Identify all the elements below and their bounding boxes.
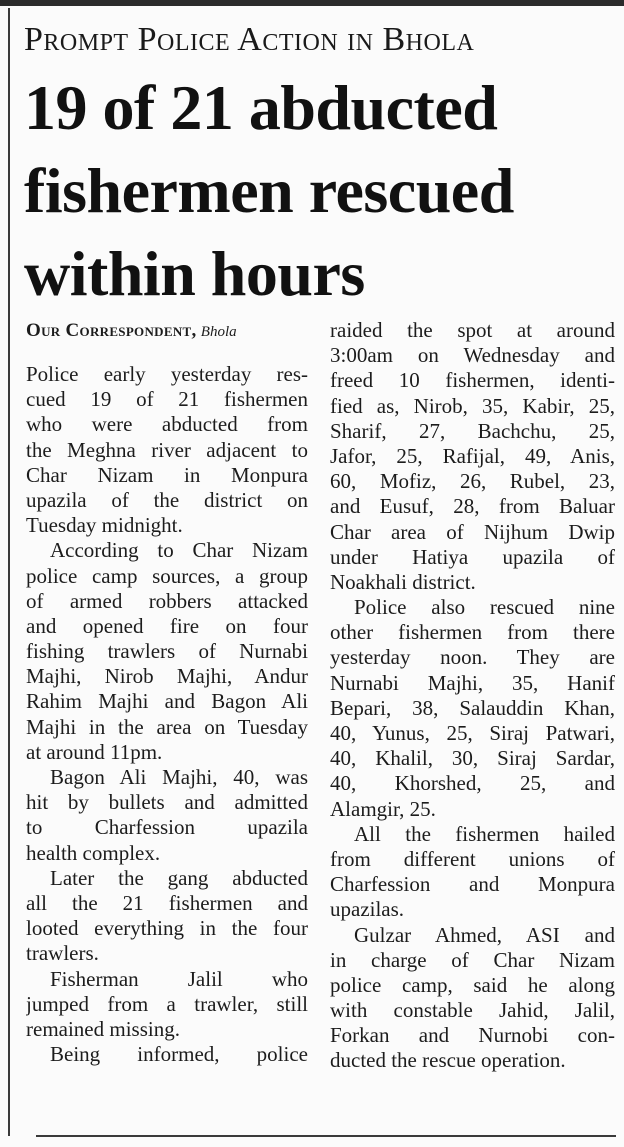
article-line: Being informed, police <box>50 1042 308 1067</box>
article-line: Police also rescued nine <box>354 595 615 620</box>
article-line: ducted the rescue operation. <box>330 1048 566 1073</box>
article-line: and Eusuf, 28, from Baluar <box>330 494 615 519</box>
article-line: Police early yesterday res- <box>26 362 308 386</box>
article-line: jumped from a trawler, still <box>26 991 308 1016</box>
article-line: of armed robbers attacked <box>26 588 308 613</box>
byline <box>26 318 308 348</box>
article-line: raided the spot at around <box>330 318 615 342</box>
article-line: cued 19 of 21 fishermen <box>26 387 308 412</box>
article-line: 40, Khalil, 30, Siraj Sardar, <box>330 746 615 771</box>
article-line: upazilas. <box>330 897 405 922</box>
article-line: freed 10 fishermen, identi- <box>330 368 615 393</box>
left-column-rule <box>8 8 10 1136</box>
article-line: Forkan and Nurnobi con- <box>330 1023 615 1048</box>
article-line: Charfession and Monpura <box>330 872 615 897</box>
byline-location: Bhola <box>200 324 237 340</box>
article-line: Alamgir, 25. <box>330 796 436 821</box>
headline <box>24 66 616 315</box>
article-line: fishing trawlers of Nurnabi <box>26 639 308 664</box>
article-line: 40, Khorshed, 25, and <box>330 771 615 796</box>
article-line: to Charfession upazila <box>26 815 308 840</box>
article-line: Bepari, 38, Salauddin Khan, <box>330 695 615 720</box>
article-line: at around 11pm. <box>26 739 163 764</box>
article-line: police camp, said he along <box>330 972 615 997</box>
article-line: health complex. <box>26 840 161 865</box>
article-line: Nurnabi Majhi, 35, Hanif <box>330 670 615 695</box>
headline-line: fishermen rescued <box>24 155 514 226</box>
article-line: Noakhali district. <box>330 569 476 594</box>
article-line: Char Nizam in Monpura <box>26 462 308 487</box>
headline-line: 19 of 21 abducted <box>24 72 498 143</box>
article-line: Jafor, 25, Rafijal, 49, Anis, <box>330 443 615 468</box>
article-line: upazila of the district on <box>26 487 308 512</box>
article-line: According to Char Nizam <box>50 538 308 563</box>
byline-correspondent: Our Correspondent, <box>26 320 197 341</box>
article-line: 60, Mofiz, 26, Rubel, 23, <box>330 469 615 494</box>
article-line: from different unions of <box>330 846 615 871</box>
article-line: Fisherman Jalil who <box>50 966 308 991</box>
article-line: Majhi, Nirob Majhi, Andur <box>26 664 308 689</box>
article-line: Majhi in the area on Tuesday <box>26 714 308 739</box>
article-line: hit by bullets and admitted <box>26 790 308 815</box>
article-line: trawlers. <box>26 941 99 966</box>
article-line: other fishermen from there <box>330 620 615 645</box>
article-line: Rahim Majhi and Bagon Ali <box>26 689 308 714</box>
article-line: looted everything in the four <box>26 916 308 941</box>
article-line: who were abducted from <box>26 412 308 437</box>
top-rule <box>0 0 624 6</box>
article-line: Later the gang abducted <box>50 865 308 890</box>
article-line: the Meghna river adjacent to <box>26 437 308 462</box>
article-line: with constable Jahid, Jalil, <box>330 998 615 1023</box>
article-line: fied as, Nirob, 35, Kabir, 25, <box>330 393 615 418</box>
article-line: under Hatiya upazila of <box>330 544 615 569</box>
article-line: in charge of Char Nizam <box>330 947 615 972</box>
headline-line: within hours <box>24 238 365 309</box>
article-line: Bagon Ali Majhi, 40, was <box>50 765 308 789</box>
article-line: 3:00am on Wednesday and <box>330 343 615 368</box>
bottom-rule <box>36 1135 616 1137</box>
article-line: yesterday noon. They are <box>330 645 615 670</box>
article-line: all the 21 fishermen and <box>26 890 308 915</box>
kicker: Prompt Police Action in Bhola <box>24 21 475 58</box>
article-line: Char area of Nijhum Dwip <box>330 519 615 544</box>
article-column-right <box>330 318 615 1074</box>
article-line: and opened fire on four <box>26 613 308 638</box>
article-line: Gulzar Ahmed, ASI and <box>354 922 615 947</box>
article-line: All the fishermen hailed <box>354 821 615 846</box>
article-column-left <box>26 318 308 1067</box>
article-line: Sharif, 27, Bachchu, 25, <box>330 418 615 443</box>
article-line: remained missing. <box>26 1016 180 1041</box>
article-line: police camp sources, a group <box>26 563 308 588</box>
article-line: Tuesday midnight. <box>26 513 183 538</box>
article-line: 40, Yunus, 25, Siraj Patwari, <box>330 721 615 745</box>
